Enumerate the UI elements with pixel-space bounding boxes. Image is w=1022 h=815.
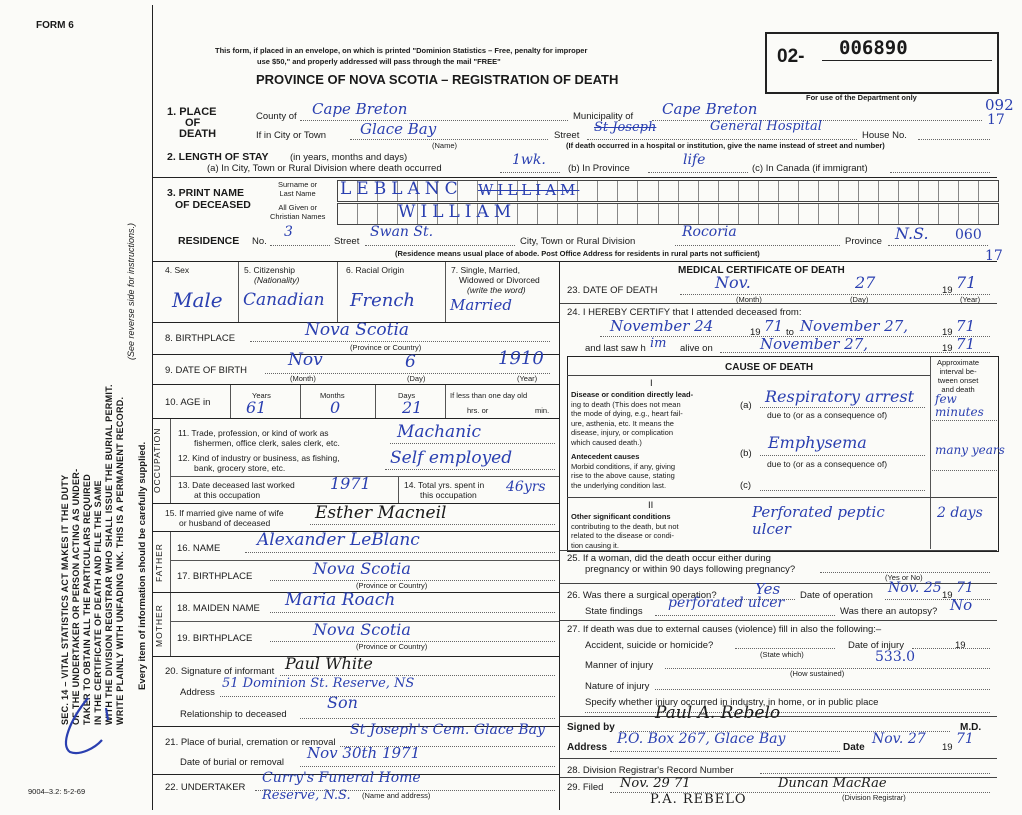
manner-label: Manner of injury	[585, 660, 654, 671]
side-notice-line6: WRITE PLAINLY WITH UNFADING INK. THIS IS A PERMANENT RECORD.	[115, 396, 125, 725]
relationship-value: Son	[327, 693, 358, 712]
age-hrs: hrs. or	[467, 406, 489, 415]
reg-prefix: 02-	[777, 46, 805, 67]
residence-city-label: City, Town or Rural Division	[520, 236, 636, 247]
physician-signature: Paul A. Rebelo	[655, 703, 781, 723]
age-less-day: If less than one day old	[450, 391, 528, 400]
informant-signature: Paul White	[285, 654, 373, 673]
residence-label: RESIDENCE	[178, 235, 240, 247]
form-number: FORM 6	[36, 20, 74, 31]
municipality-value: Cape Breton	[662, 100, 758, 118]
informant-sig-label: 20. Signature of informant	[165, 666, 275, 677]
given-value: WILLIAM	[398, 202, 517, 222]
op-date-label: Date of operation	[800, 590, 873, 601]
side-notice-line1: SEC. 14 – VITAL STATISTICS ACT MAKES IT THE DUTY	[60, 474, 70, 725]
accident-label: Accident, suicide or homicide?	[585, 640, 714, 651]
physician-year: 71	[956, 731, 974, 747]
notice-line2: use $50," and properly addressed will pass through the mail "FREE"	[257, 57, 501, 66]
last-19: 19	[942, 343, 953, 354]
industry-value: Self employed	[390, 448, 513, 468]
county-label: County of	[256, 111, 297, 122]
informant-address-label: Address	[180, 687, 215, 698]
last-saw-label: and last saw h	[585, 343, 646, 354]
undertaker-name: Curry's Funeral Home	[262, 770, 421, 786]
q25a: 25. If a woman, did the death occur either during	[567, 553, 771, 564]
birthplace-label: 8. BIRTHPLACE	[165, 333, 236, 344]
residence-street-label: Street	[334, 236, 360, 247]
op-date: Nov. 25	[888, 580, 942, 596]
dept-code-533: 533.0	[875, 649, 916, 665]
occupation-side: OCCUPATION	[152, 427, 162, 493]
mother-maiden-label: 18. MAIDEN NAME	[177, 603, 260, 614]
race-label: 6. Racial Origin	[346, 265, 405, 275]
q14: 14. Total yrs. spent in this occupation	[404, 480, 485, 500]
injury-date-label: Date of injury	[848, 640, 904, 651]
father-birthplace-label: 17. BIRTHPLACE	[177, 571, 253, 582]
trade-value: Machanic	[397, 422, 482, 442]
autopsy-label: Was there an autopsy?	[840, 606, 938, 617]
form-code: 9004–3.2: 5-2-69	[28, 787, 86, 796]
residence-city: Rocoria	[682, 224, 737, 240]
reg-number: 006890	[839, 37, 908, 59]
death-year-19: 19	[942, 285, 953, 296]
burial-place: St Joseph's Cem. Glace Bay	[350, 722, 545, 738]
cit-value: Canadian	[243, 290, 325, 310]
side-notice-line5: WITH THE DIVISION REGISTRAR WHO SHALL ISSUE THE BURIAL PERMIT.	[104, 384, 114, 725]
yes-no-caption: (Yes or No)	[885, 573, 923, 582]
given-label: All Given or Christian Names	[270, 203, 326, 221]
mother-side: MOTHER	[154, 604, 164, 647]
last-worked-value: 1971	[330, 474, 371, 493]
dept-code4: 17	[985, 248, 1003, 264]
race-value: French	[350, 290, 416, 311]
stay-label: 2. LENGTH OF STAY	[167, 151, 269, 163]
cause-a: Respiratory arrest	[765, 387, 915, 406]
father-birthplace-value: Nova Scotia	[313, 559, 411, 578]
death-month: Nov.	[715, 273, 751, 292]
physician-date-label: Date	[843, 742, 865, 753]
side-notice-line3: TAKER TO OBTAIN ALL THE PARTICULARS REQUIRED	[82, 473, 92, 725]
surname-struck: WILLIAM	[478, 181, 580, 199]
death-month-caption: (Month)	[736, 295, 762, 304]
physician-date: Nov. 27	[872, 731, 926, 747]
county-value: Cape Breton	[312, 100, 408, 118]
physician-address: P.O. Box 267, Glace Bay	[617, 731, 786, 747]
spouse-value: Esther Macneil	[315, 503, 447, 523]
antecedent-note: Antecedent causes Morbid conditions, if any, giving rise to the above cause, stating the underlying condition last.	[571, 452, 676, 490]
how-sustained: (How sustained)	[790, 669, 845, 678]
registrar-caption: (Division Registrar)	[842, 793, 906, 802]
father-name-value: Alexander LeBlanc	[257, 530, 420, 550]
residence-street: Swan St.	[370, 224, 434, 240]
cit-label: 5. Citizenship (Nationality)	[244, 265, 300, 285]
city-label: If in City or Town	[256, 130, 327, 141]
roman-1: I	[650, 378, 653, 389]
father-side: FATHER	[154, 543, 164, 582]
other-conditions: Perforated peptic ulcer	[752, 503, 885, 538]
cause-b-label: (b)	[740, 448, 752, 459]
total-yrs-value: 46yrs	[506, 479, 546, 495]
death-day: 27	[855, 273, 876, 292]
burial-place-label: 21. Place of burial, cremation or removal	[165, 737, 336, 748]
dept-code2: 17	[987, 112, 1005, 128]
stay-b-value: life	[683, 152, 706, 168]
physician-address-label: Address	[567, 742, 608, 753]
registrar-signature: Duncan MacRae	[778, 776, 887, 791]
dept-use: For use of the Department only	[806, 93, 917, 102]
side-every-item: Every item of information should be carefully supplied.	[137, 441, 148, 690]
attend-to-label: to	[786, 327, 794, 338]
mother-maiden-value: Maria Roach	[285, 590, 396, 610]
marital-label: 7. Single, Married, Widowed or Divorced (write the word)	[451, 265, 540, 295]
due-to-b: due to (or as a consequence of)	[767, 459, 888, 469]
undertaker-caption: (Name and address)	[362, 791, 431, 800]
op-year: 71	[956, 580, 974, 596]
age-days-label: Days	[398, 391, 416, 400]
physician-19: 19	[942, 742, 953, 753]
undertaker-label: 22. UNDERTAKER	[165, 782, 246, 793]
nature-label: Nature of injury	[585, 681, 650, 692]
attend-to: November 27,	[800, 317, 909, 335]
mother-birthplace-value: Nova Scotia	[313, 620, 411, 639]
undertaker-address: Reserve, N.S.	[262, 788, 351, 803]
last-date: November 27,	[760, 335, 869, 353]
q13: 13. Date deceased last worked at this occupation	[178, 480, 295, 500]
filed-date: Nov. 29 71	[620, 776, 691, 791]
street-struck: St Joseph	[594, 120, 657, 135]
dept-code3: 060	[955, 227, 982, 243]
registration-number-box	[765, 32, 999, 94]
findings-label: State findings	[585, 606, 643, 617]
other-note: Other significant conditions contributing to the death, but not related to the disease or condi- tion causing it.	[571, 512, 679, 550]
residence-province: N.S.	[895, 224, 929, 243]
cause-a-label: (a)	[740, 400, 752, 411]
interval-a: few minutes	[935, 392, 984, 419]
residence-province-label: Province	[845, 236, 882, 247]
state-which: (State which)	[760, 650, 804, 659]
surname-value: LEBLANC	[340, 179, 463, 199]
cause-title: CAUSE OF DEATH	[725, 362, 814, 373]
dob-year: 1910	[498, 348, 544, 369]
q25b: pregnancy or within 90 days following pregnancy?	[585, 564, 796, 575]
print-name-label: 3. PRINT NAME OF DECEASED	[167, 187, 251, 211]
municipality-label: Municipality of	[573, 111, 634, 122]
attend-from-year: 71	[764, 317, 784, 335]
interval-other: 2 days	[937, 505, 983, 521]
side-notice-line7: (See reverse side for instructions.)	[126, 222, 136, 360]
autopsy-value: No	[950, 596, 973, 614]
relationship-label: Relationship to deceased	[180, 709, 287, 720]
residence-no: 3	[284, 224, 293, 240]
burial-date-label: Date of burial or removal	[180, 757, 285, 768]
due-to-a: due to (or as a consequence of)	[767, 410, 888, 420]
street-label: Street	[554, 130, 580, 141]
house-label: House No.	[862, 130, 907, 141]
burial-date: Nov 30th 1971	[307, 744, 421, 762]
age-months: 0	[330, 398, 341, 417]
city-value: Glace Bay	[360, 120, 437, 138]
mother-birthplace-label: 19. BIRTHPLACE	[177, 633, 253, 644]
q12: 12. Kind of industry or business, as fishing, bank, grocery store, etc.	[178, 453, 340, 473]
q26: 26. Was there a surgical operation?	[567, 590, 717, 601]
residence-note: (Residence means usual place of abode. Post Office Address for residents in rural parts not sufficient)	[395, 249, 760, 258]
stay-a-value: 1wk.	[512, 152, 546, 168]
age-years: 61	[246, 398, 267, 417]
age-years-label: Years	[252, 391, 271, 400]
place-label: 1. PLACE OF DEATH	[167, 106, 217, 140]
age-days: 21	[402, 398, 423, 417]
disease-note: Disease or condition directly lead- ing to death (This does not mean the mode of dying, e.g., heart fail- ure, asthenia, etc. It means the disease, injury, or complication which caused death.)	[571, 390, 694, 447]
medical-title: MEDICAL CERTIFICATE OF DEATH	[678, 265, 845, 276]
birthplace-value: Nova Scotia	[305, 320, 410, 340]
name-caption: (Name)	[432, 141, 458, 150]
stay-sub: (in years, months and days)	[290, 152, 408, 163]
dob-month-caption: (Month)	[290, 374, 316, 383]
findings-value: perforated ulcer	[668, 595, 785, 611]
q23: 23. DATE OF DEATH	[567, 285, 658, 296]
signed-by-label: Signed by	[567, 722, 615, 733]
attend-from: November 24	[610, 317, 714, 335]
dob-day-caption: (Day)	[407, 374, 426, 383]
hospital-note: (If death occurred in a hospital or institution, give the name instead of street and number)	[566, 141, 885, 150]
mother-caption: (Province or Country)	[356, 642, 428, 651]
initial-mark	[40, 690, 120, 770]
residence-no-label: No.	[252, 236, 267, 247]
stay-b-label: (b) In Province	[568, 163, 630, 174]
informant-address: 51 Dominion St. Reserve, NS	[222, 676, 415, 691]
death-day-caption: (Day)	[850, 295, 869, 304]
md-label: M.D.	[960, 722, 982, 733]
form-title: PROVINCE OF NOVA SCOTIA – REGISTRATION OF DEATH	[256, 72, 619, 87]
death-year: 71	[956, 273, 977, 292]
op-19: 19	[942, 590, 953, 601]
q11: 11. Trade, profession, or kind of work as fishermen, office clerk, sales clerk, etc.	[178, 428, 340, 448]
attend-to-19: 19	[942, 327, 953, 338]
birthplace-caption: (Province or Country)	[350, 343, 422, 352]
age-months-label: Months	[320, 391, 345, 400]
age-label: 10. AGE in	[165, 397, 211, 408]
last-year: 71	[956, 335, 976, 353]
sex-label: 4. Sex	[165, 265, 190, 275]
father-name-label: 16. NAME	[177, 543, 221, 554]
q27: 27. If death was due to external causes (violence) fill in also the following:–	[567, 624, 882, 635]
specify-label: Specify whether injury occurred in industry, in home, or in public place	[585, 697, 879, 708]
death-year-caption: (Year)	[960, 295, 981, 304]
stay-c-label: (c) In Canada (if immigrant)	[752, 163, 868, 174]
stay-a-label: (a) In City, Town or Rural Division where death occurred	[207, 163, 442, 174]
q28: 28. Division Registrar's Record Number	[567, 765, 734, 776]
interval-b: many years	[935, 443, 1005, 457]
dob-year-caption: (Year)	[517, 374, 538, 383]
dob-day: 6	[405, 352, 416, 372]
last-saw-him: im	[650, 336, 667, 351]
q24: 24. I HEREBY CERTIFY that I attended deceased from:	[567, 307, 802, 318]
attend-from-19: 19	[750, 327, 761, 338]
dept-code1: 092	[985, 96, 1014, 114]
alive-on-label: alive on	[680, 343, 713, 354]
injury-19: 19	[955, 640, 966, 651]
approx-interval: Approximate interval be- tween onset and death	[937, 358, 980, 394]
surgery-value: Yes	[755, 580, 781, 598]
sex-value: Male	[172, 288, 223, 312]
notice-line1: This form, if placed in an envelope, on which is printed "Dominion Statistics – Free, penalty for improper	[215, 46, 588, 55]
roman-2: II	[648, 500, 654, 511]
marital-value: Married	[450, 296, 512, 314]
dob-label: 9. DATE OF BIRTH	[165, 365, 247, 376]
age-min: min.	[535, 406, 550, 415]
side-notice-line4: IN THE CERTIFICATE OF DEATH AND FILE THE SAME	[93, 480, 103, 725]
father-caption: (Province or Country)	[356, 581, 428, 590]
cause-c-label: (c)	[740, 480, 752, 491]
surname-label: Surname or Last Name	[278, 180, 318, 198]
cause-b: Emphysema	[768, 433, 867, 452]
street-value: General Hospital	[710, 119, 822, 134]
q29: 29. Filed	[567, 782, 604, 793]
q15: 15. If married give name of wife or husband of deceased	[165, 508, 284, 528]
dob-month: Nov	[288, 350, 323, 370]
side-notice-line2: OF THE UNDERTAKER OR PERSON ACTING AS UNDER-	[71, 468, 81, 725]
physician-printed-name: P.A. REBELO	[650, 792, 747, 807]
attend-to-year: 71	[956, 317, 976, 335]
